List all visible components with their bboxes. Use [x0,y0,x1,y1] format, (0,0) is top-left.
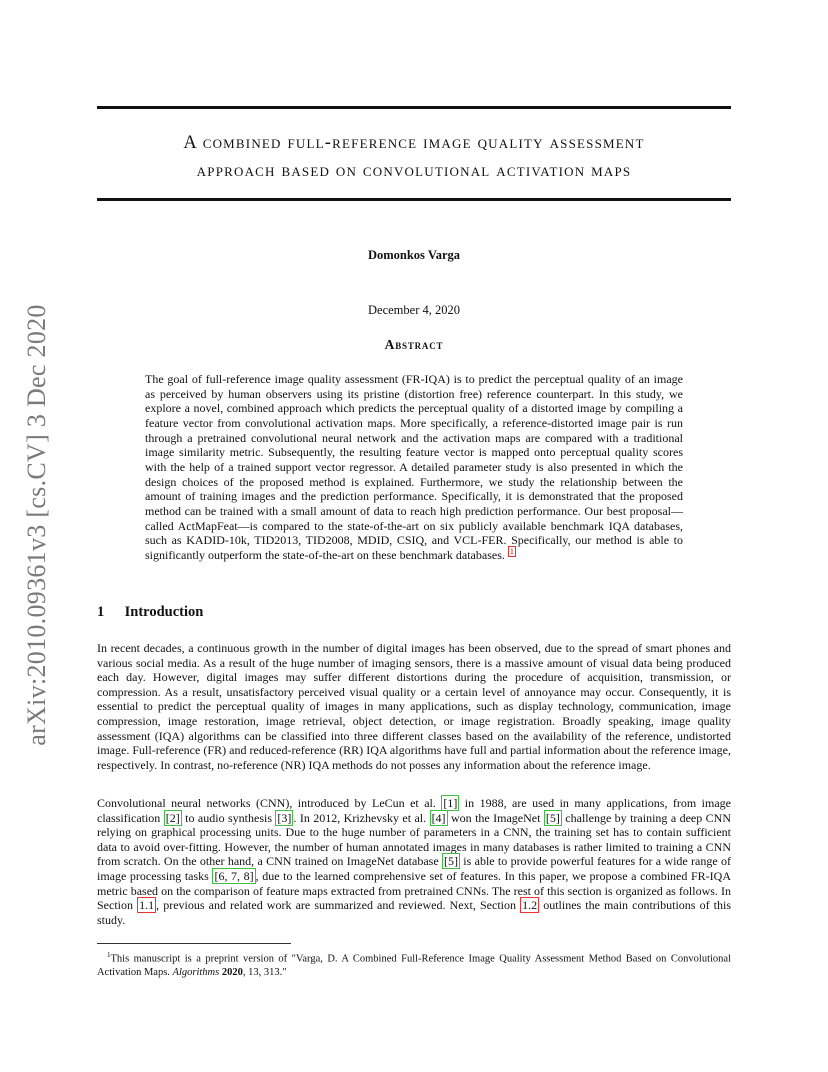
p2-text-3: to audio synthesis [181,810,276,825]
section-link-1-2[interactable]: 1.2 [522,898,538,913]
abstract-heading: Abstract [384,337,444,352]
footnote-year: 2020 [221,967,243,979]
publication-date: December 4, 2020 [368,303,460,317]
citation-link-6-7-8[interactable]: [6, 7, 8] [214,868,254,883]
p2-text-6: challenge by training a deep CNN relying on graphical processing units. Due to the huge number of parameters in a CNN, the training set has to contain sufficient data to avoid over-fitting. However, the number of human annotated images in many databases is rather limited to training a CNN from scratch. On the other hand, a CNN trained on ImageNet database [97,810,731,869]
p2-text-7: is able to provide powerful features for a wide range of image processing tasks [97,854,731,883]
footnote [97,949,731,980]
citation-link-1[interactable]: [1] [443,796,458,810]
paper-title [97,129,731,185]
p2-text-5: won the ImageNet [447,810,544,825]
p2-text-9: , previous and related work are summarized and reviewed. Next, Section [156,898,521,913]
p2-text-1: Convolutional neural networks (CNN), introduced by LeCun et al. [97,796,442,810]
section-heading-introduction [97,604,731,621]
abstract-footnote-link[interactable]: 1 [509,546,514,556]
p2-text-10: outlines the main contributions of this study. [97,898,732,927]
p2-text-4: . In 2012, Krizhevsky et al. [293,810,430,825]
title-rule-bottom [97,198,731,201]
p2-text-2: in 1988, are used in many applications, from image classification [97,796,731,825]
citation-link-3[interactable]: [3] [277,810,292,825]
footnote-text-1: This manuscript is a preprint version of "Varga, D. A Combined Full-Reference Image Quality Assessment Method Based on Convolutional Activation Maps. [97,953,731,979]
citation-link-4[interactable]: [4] [431,810,446,825]
title-line-2: approach based on convolutional activation maps [196,161,632,181]
citation-link-5b[interactable]: [5] [443,854,458,869]
p2-text-8: , due to the learned comprehensive set of features. In this paper, we propose a combined FR-IQA metric based on the comparison of feature maps extracted from pretrained CNNs. The rest of this section is organized as follows. In Section [97,868,731,913]
footnote-divider [97,943,291,944]
citation-link-2[interactable]: [2] [165,810,180,825]
footnote-journal: Algorithms [172,967,220,979]
intro-paragraph-1: In recent decades, a continuous growth in the number of digital images has been observed, due to the spread of smart phones and various social media. As a result of the huge number of imaging sensors, there is a massive amount of visual data being produced each day. However, digital images may suffer different distortions during the procedure of acquisition, transmission, or compression. As a result, unsatisfactory perceived visual quality or a certain level of annoyance may occur. Consequently, it is essential to predict the perceptual quality of images in many applications, such as display technology, communication, image compression, image restoration, image retrieval, object detection, or image registration. Broadly speaking, image quality assessment (IQA) algorithms can be classified into three different classes based on the availability of the reference, undistorted image. Full-reference (FR) and reduced-reference (RR) IQA algorithms have full and partial information about the reference image, respectively. In contrast, no-reference (NR) IQA methods do not posses any information about the reference image. [97,641,731,772]
citation-link-5[interactable]: [5] [545,810,560,825]
title-line-1: A combined full-reference image quality assessment [183,133,645,153]
footnote-mark: 1 [107,951,111,959]
arxiv-identifier-text: arXiv:2010.09361v3 [cs.CV] 3 Dec 2020 [22,304,51,746]
section-link-1-1[interactable]: 1.1 [139,898,155,913]
footnote-text-2: , 13, 313." [242,967,287,979]
arxiv-identifier [22,290,52,760]
abstract-text: The goal of full-reference image quality assessment (FR-IQA) is to predict the perceptual quality of an image as perceived by human observers using its pristine (distortion free) reference counterpart. In this study, we explore a novel, combined approach which predicts the perceptual quality of a distorted image by compiling a feature vector from convolutional activation maps. More specifically, a reference-distorted image pair is run through a pretrained convolutional neural network and the activation maps are compared with a traditional image similarity metric. Subsequently, the resulting feature vector is mapped onto perceptual quality scores with the help of a trained support vector regressor. A detailed parameter study is also presented in which the design choices of the proposed method is explained. Furthermore, we study the relationship between the amount of training images and the prediction performance. Specifically, it is demonstrated that the proposed method can be trained with a small amount of data to reach high prediction performance. Our best proposal—called ActMapFeat—is compared to the state-of-the-art on six publicly available benchmark IQA databases, such as KADID-10k, TID2013, TID2008, MDID, CSIQ, and VCL-FER. Specifically, our method is able to significantly outperform the state-of-the-art on these benchmark databases. [145,372,683,562]
abstract-body [145,372,683,563]
section-number: 1 [97,604,105,620]
intro-paragraph-2 [97,796,731,927]
author-name: Domonkos Varga [367,248,461,262]
title-rule-top [97,106,731,109]
section-title: Introduction [124,604,204,620]
